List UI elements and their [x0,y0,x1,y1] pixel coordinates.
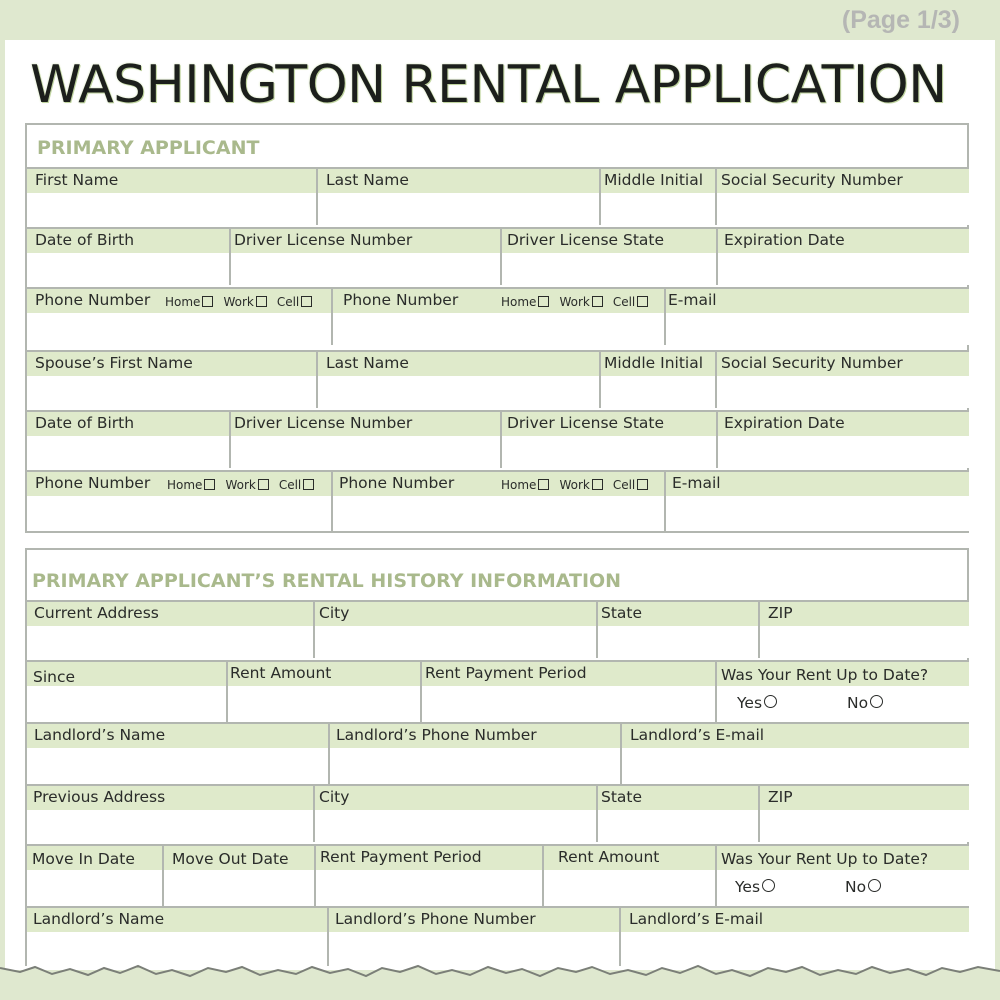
checkbox-icon [538,296,549,307]
cell-label: Cell [612,295,636,309]
spouse-last-name-field[interactable] [318,352,601,408]
checkbox-icon [592,296,603,307]
no-label: No [845,878,867,896]
torn-paper-edge [0,958,1000,1000]
work-label: Work [559,295,590,309]
prev-state-field[interactable] [598,786,760,842]
spouse-expiration-field[interactable] [718,412,969,468]
phone2-label: Phone Number [343,291,459,309]
email-label: E-mail [668,291,717,309]
checkbox-icon [637,479,648,490]
rent-up-to-date-label: Was Your Rent Up to Date? [721,666,929,684]
radio-icon [870,695,883,708]
move-in-label: Move In Date [32,850,135,868]
checkbox-icon [204,479,215,490]
yes-radio[interactable] [737,694,777,712]
spouse-email-label: E-mail [672,474,721,492]
last-name-label: Last Name [326,171,409,189]
spouse-phone2-options [501,478,658,492]
phone1-options [165,295,322,309]
prev-rent-period-field[interactable] [316,846,544,906]
expiration-label: Expiration Date [724,231,845,249]
spouse-dl-state-field[interactable] [502,412,718,468]
applicant-name-row [27,167,969,225]
last-name-field[interactable] [318,169,601,225]
radio-icon [764,695,777,708]
state-field[interactable] [598,602,760,658]
checkbox-icon [202,296,213,307]
spouse-phone1-options [167,478,324,492]
home-label: Home [167,478,203,492]
prev-rent-up-to-date-options [735,878,961,896]
spouse-ssn-field[interactable] [717,352,969,408]
first-name-label: First Name [35,171,119,189]
phone2-cell-checkbox[interactable] [613,295,648,309]
spouse-phone1-field[interactable] [27,472,333,531]
rent-up-to-date-options [737,694,961,712]
spouse-phone1-work-checkbox[interactable] [225,478,268,492]
primary-applicant-section [25,123,969,533]
expiration-field[interactable] [718,229,969,285]
move-in-field[interactable] [27,846,164,906]
current-landlord-row [27,722,969,784]
landlord-email-label: Landlord’s E-mail [630,726,765,744]
phone1-work-checkbox[interactable] [223,295,266,309]
cell-label: Cell [276,295,300,309]
landlord-phone-field[interactable] [330,724,622,784]
no-label: No [847,694,869,712]
applicant-license-row [27,227,969,285]
city-label: City [319,604,350,622]
checkbox-icon [258,479,269,490]
current-address-field[interactable] [27,602,315,658]
landlord-name-label: Landlord’s Name [34,726,166,744]
rental-history-section [25,548,969,966]
spouse-dl-number-label: Driver License Number [234,414,413,432]
spouse-ssn-label: Social Security Number [721,354,903,372]
home-label: Home [165,295,201,309]
landlord-name-field[interactable] [27,724,330,784]
prev-state-label: State [601,788,643,806]
spouse-phone2-label: Phone Number [339,474,455,492]
zip-label: ZIP [768,604,793,622]
ssn-label: Social Security Number [721,171,903,189]
spouse-dl-state-label: Driver License State [507,414,665,432]
dob-label: Date of Birth [35,231,135,249]
spouse-first-name-label: Spouse’s First Name [35,354,193,372]
spouse-first-name-field[interactable] [27,352,318,408]
spouse-phone1-home-checkbox[interactable] [167,478,215,492]
spouse-middle-initial-field[interactable] [601,352,717,408]
checkbox-icon [538,479,549,490]
spouse-phone2-home-checkbox[interactable] [501,478,549,492]
rent-amount-label: Rent Amount [230,664,332,682]
rent-period-field[interactable] [422,662,717,722]
first-name-field[interactable] [27,169,318,225]
spouse-phone2-work-checkbox[interactable] [559,478,602,492]
rent-up-to-date-field [717,662,969,722]
prev-city-field[interactable] [315,786,598,842]
rent-period-label: Rent Payment Period [425,664,587,682]
current-address-row [27,600,969,658]
work-label: Work [225,478,256,492]
landlord-email-field[interactable] [622,724,969,784]
phone1-field[interactable] [27,289,333,345]
home-label: Home [501,478,537,492]
cell-label: Cell [612,478,636,492]
rent-amount-field[interactable] [228,662,422,722]
middle-initial-field[interactable] [601,169,717,225]
prev-rent-period-label: Rent Payment Period [320,848,482,866]
spouse-phone-row [27,470,969,531]
yes-label: Yes [735,878,761,896]
phone2-work-checkbox[interactable] [559,295,602,309]
phone2-field[interactable] [333,289,666,345]
prev-landlord-name-label: Landlord’s Name [33,910,165,928]
work-label: Work [223,295,254,309]
spouse-phone1-label: Phone Number [35,474,151,492]
spouse-expiration-label: Expiration Date [724,414,845,432]
applicant-phone-row [27,287,969,345]
middle-initial-label: Middle Initial [604,171,704,189]
radio-icon [868,879,881,892]
checkbox-icon [256,296,267,307]
dob-field[interactable] [27,229,231,285]
prev-yes-radio[interactable] [735,878,775,896]
phone1-cell-checkbox[interactable] [277,295,312,309]
current-rent-row [27,660,969,722]
landlord-phone-label: Landlord’s Phone Number [336,726,537,744]
prev-rent-amount-field[interactable] [544,846,717,906]
prev-landlord-phone-label: Landlord’s Phone Number [335,910,536,928]
dl-number-field[interactable] [231,229,502,285]
work-label: Work [559,478,590,492]
spouse-name-row [27,350,969,408]
email-field[interactable] [666,289,969,345]
city-field[interactable] [315,602,598,658]
spouse-last-name-label: Last Name [326,354,409,372]
spouse-license-row [27,410,969,468]
phone1-home-checkbox[interactable] [165,295,213,309]
prev-landlord-email-label: Landlord’s E-mail [629,910,764,928]
move-out-label: Move Out Date [172,850,289,868]
zip-field[interactable] [760,602,969,658]
prev-zip-field[interactable] [760,786,969,842]
previous-address-field[interactable] [27,786,315,842]
form-title: WASHINGTON RENTAL APPLICATION [30,55,947,115]
spouse-phone2-cell-checkbox[interactable] [613,478,648,492]
checkbox-icon [301,296,312,307]
previous-address-row [27,784,969,842]
cell-label: Cell [278,478,302,492]
prev-no-radio[interactable] [845,878,881,896]
move-out-field[interactable] [164,846,316,906]
checkbox-icon [303,479,314,490]
spouse-phone2-field[interactable] [333,472,666,531]
spouse-dob-label: Date of Birth [35,414,135,432]
phone2-options [501,295,658,309]
prev-city-label: City [319,788,350,806]
spouse-email-field[interactable] [666,472,969,531]
home-label: Home [501,295,537,309]
radio-icon [762,879,775,892]
yes-label: Yes [737,694,763,712]
spouse-phone1-cell-checkbox[interactable] [279,478,314,492]
prev-rent-up-to-date-label: Was Your Rent Up to Date? [721,850,929,868]
primary-applicant-heading: PRIMARY APPLICANT [37,137,260,159]
ssn-field[interactable] [717,169,969,225]
prev-rent-up-to-date-field [717,846,969,906]
rental-history-heading: PRIMARY APPLICANT’S RENTAL HISTORY INFORMATION [32,570,622,592]
spouse-dl-number-field[interactable] [231,412,502,468]
dl-state-field[interactable] [502,229,718,285]
since-field[interactable] [27,662,228,722]
prev-rent-amount-label: Rent Amount [558,848,660,866]
previous-address-label: Previous Address [33,788,166,806]
previous-rent-row [27,844,969,906]
since-label: Since [33,668,76,686]
checkbox-icon [592,479,603,490]
page-number-label: (Page 1/3) [841,6,960,34]
spouse-middle-initial-label: Middle Initial [604,354,704,372]
dl-state-label: Driver License State [507,231,665,249]
checkbox-icon [637,296,648,307]
spouse-dob-field[interactable] [27,412,231,468]
previous-landlord-row [27,906,969,966]
no-radio[interactable] [847,694,883,712]
state-label: State [601,604,643,622]
phone1-label: Phone Number [35,291,151,309]
dl-number-label: Driver License Number [234,231,413,249]
prev-zip-label: ZIP [768,788,793,806]
current-address-label: Current Address [34,604,159,622]
phone2-home-checkbox[interactable] [501,295,549,309]
